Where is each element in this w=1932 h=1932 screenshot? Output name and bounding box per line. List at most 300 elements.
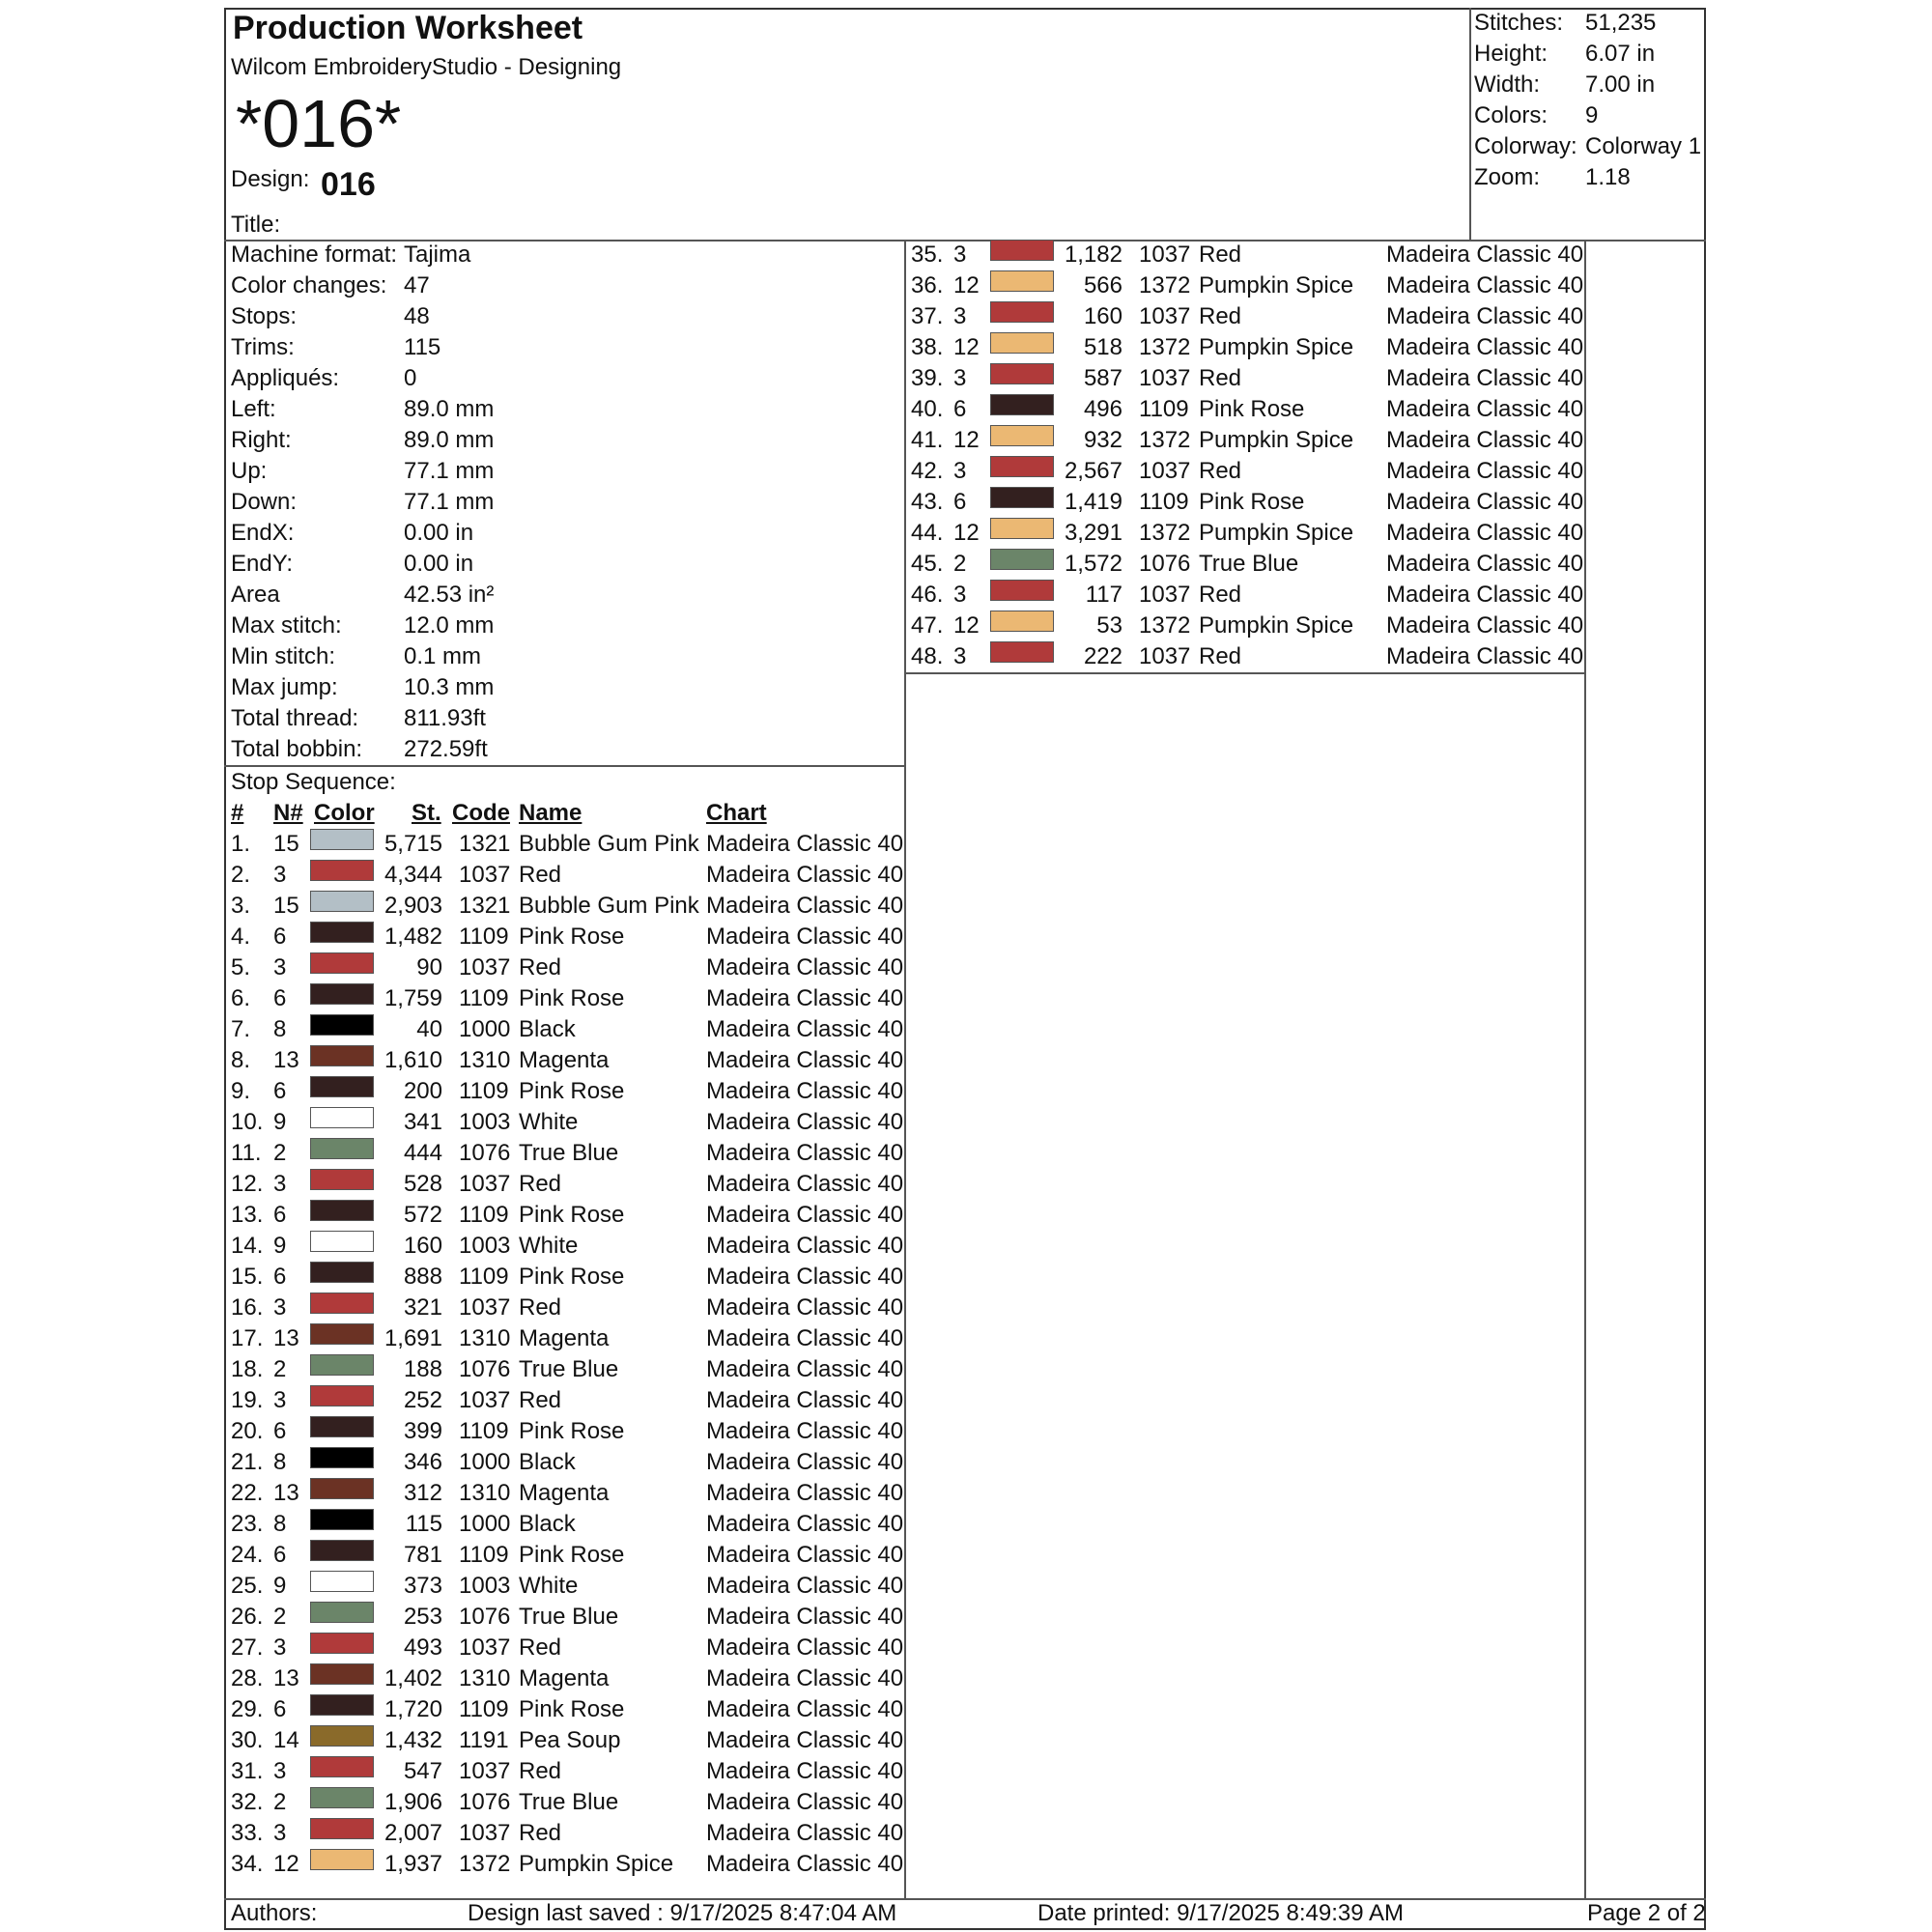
color-swatch	[990, 580, 1054, 601]
stop-row	[224, 1756, 904, 1787]
stop-name: Pink Rose	[519, 1202, 625, 1228]
color-swatch	[310, 1447, 374, 1468]
machine-info-value: 0.00 in	[404, 551, 474, 577]
color-swatch	[990, 301, 1054, 323]
machine-info-label: Left:	[231, 396, 276, 422]
stop-needle: 6	[953, 396, 967, 422]
stop-row	[224, 1045, 904, 1076]
color-swatch	[310, 983, 374, 1005]
stop-row	[904, 549, 1584, 580]
stop-code: 1037	[459, 954, 511, 980]
stop-chart: Madeira Classic 40	[706, 893, 904, 919]
stop-chart: Madeira Classic 40	[1386, 520, 1584, 546]
stop-stitches: 115	[405, 1511, 442, 1537]
stop-chart: Madeira Classic 40	[706, 1078, 904, 1104]
stop-row	[224, 1694, 904, 1725]
stop-needle: 6	[273, 1696, 287, 1722]
stop-chart: Madeira Classic 40	[706, 862, 904, 888]
summary-value: 1.18	[1585, 164, 1631, 190]
stop-stitches: 1,691	[384, 1325, 442, 1351]
stop-code: 1037	[459, 1294, 511, 1321]
stop-index: 32.	[231, 1789, 264, 1815]
stop-needle: 13	[273, 1480, 299, 1506]
stop-code: 1372	[1139, 334, 1191, 360]
stop-needle: 2	[273, 1789, 287, 1815]
stop-needle: 8	[273, 1511, 287, 1537]
summary-label: Colorway:	[1474, 133, 1577, 159]
stop-name: True Blue	[519, 1356, 619, 1382]
stop-name: Black	[519, 1016, 576, 1042]
stop-index: 5.	[231, 954, 251, 980]
stop-name: Red	[1199, 582, 1242, 608]
stop-index: 10.	[231, 1109, 264, 1135]
stop-name: Black	[519, 1449, 576, 1475]
stop-index: 43.	[911, 489, 944, 515]
column-header-stitches: St.	[412, 800, 441, 826]
stop-code: 1109	[459, 1542, 509, 1568]
stop-code: 1076	[459, 1140, 511, 1166]
stop-name: Pink Rose	[519, 1418, 625, 1444]
stop-row	[224, 829, 904, 860]
machine-info-divider	[224, 765, 905, 767]
stop-chart: Madeira Classic 40	[706, 1449, 904, 1475]
color-swatch	[310, 1169, 374, 1190]
stop-name: White	[519, 1109, 579, 1135]
machine-info-label: Down:	[231, 489, 298, 515]
machine-info-label: Trims:	[231, 334, 295, 360]
stop-stitches: 1,610	[384, 1047, 442, 1073]
stop-code: 1076	[459, 1789, 511, 1815]
stop-needle: 12	[953, 612, 980, 639]
stop-chart: Madeira Classic 40	[706, 1665, 904, 1691]
color-swatch	[310, 1478, 374, 1499]
stop-name: Pink Rose	[1199, 489, 1305, 515]
stop-code: 1191	[459, 1727, 509, 1753]
color-swatch	[990, 549, 1054, 570]
stop-row	[224, 1200, 904, 1231]
stop-stitches: 1,759	[384, 985, 442, 1011]
stop-code: 1037	[459, 1758, 511, 1784]
machine-info-label: Right:	[231, 427, 292, 453]
stop-stitches: 2,007	[384, 1820, 442, 1846]
stop-chart: Madeira Classic 40	[706, 1542, 904, 1568]
stop-name: Pumpkin Spice	[1199, 334, 1354, 360]
stop-index: 39.	[911, 365, 944, 391]
color-swatch	[310, 1540, 374, 1561]
color-swatch	[990, 363, 1054, 384]
stop-chart: Madeira Classic 40	[706, 1233, 904, 1259]
summary-value: 7.00 in	[1585, 71, 1656, 98]
stop-needle: 9	[273, 1573, 287, 1599]
stop-name: Bubble Gum Pink	[519, 893, 699, 919]
color-swatch	[310, 860, 374, 881]
stop-index: 26.	[231, 1604, 264, 1630]
color-swatch	[310, 829, 374, 850]
stop-index: 25.	[231, 1573, 264, 1599]
stop-row	[904, 487, 1584, 518]
stop-stitches: 1,419	[1064, 489, 1122, 515]
stop-chart: Madeira Classic 40	[706, 1820, 904, 1846]
stop-row	[224, 1478, 904, 1509]
stop-row	[224, 1818, 904, 1849]
color-swatch	[310, 1694, 374, 1716]
stop-row	[224, 1849, 904, 1880]
stop-index: 3.	[231, 893, 251, 919]
stop-code: 1003	[459, 1233, 511, 1259]
summary-label: Zoom:	[1474, 164, 1541, 190]
stop-name: Pink Rose	[519, 1696, 625, 1722]
stop-code: 1372	[1139, 272, 1191, 298]
stop-index: 41.	[911, 427, 944, 453]
stop-needle: 3	[273, 954, 287, 980]
stop-stitches: 1,432	[384, 1727, 442, 1753]
stop-code: 1037	[1139, 303, 1191, 329]
stop-code: 1109	[459, 985, 509, 1011]
stop-needle: 3	[953, 365, 967, 391]
stop-needle: 12	[273, 1851, 299, 1877]
stop-stitches: 888	[403, 1264, 442, 1290]
color-swatch	[310, 1509, 374, 1530]
stop-stitches: 4,344	[384, 862, 442, 888]
stop-index: 22.	[231, 1480, 264, 1506]
stop-chart: Madeira Classic 40	[706, 1171, 904, 1197]
stop-chart: Madeira Classic 40	[1386, 427, 1584, 453]
stop-code: 1037	[1139, 365, 1191, 391]
stop-code: 1109	[459, 1696, 509, 1722]
stop-needle: 13	[273, 1047, 299, 1073]
stop-stitches: 53	[1096, 612, 1122, 639]
stop-chart: Madeira Classic 40	[706, 985, 904, 1011]
column-header-name: Name	[519, 800, 582, 826]
stop-row	[224, 1602, 904, 1633]
stop-chart: Madeira Classic 40	[706, 1480, 904, 1506]
stop-stitches: 1,572	[1064, 551, 1122, 577]
stop-needle: 6	[273, 985, 287, 1011]
stop-name: Magenta	[519, 1325, 610, 1351]
machine-info-label: Total thread:	[231, 705, 359, 731]
stop-needle: 3	[273, 862, 287, 888]
stop-name: Red	[1199, 643, 1242, 669]
stop-chart: Madeira Classic 40	[1386, 612, 1584, 639]
stop-row	[224, 1385, 904, 1416]
stop-name: Red	[1199, 365, 1242, 391]
machine-info-label: Max jump:	[231, 674, 338, 700]
stop-row	[224, 1571, 904, 1602]
stop-name: Red	[1199, 458, 1242, 484]
column-header-chart: Chart	[706, 800, 767, 826]
stop-name: Pumpkin Spice	[1199, 612, 1354, 639]
color-swatch	[990, 641, 1054, 663]
stop-index: 28.	[231, 1665, 264, 1691]
machine-info-value: 89.0 mm	[404, 427, 495, 453]
stop-needle: 2	[273, 1604, 287, 1630]
color-swatch	[990, 425, 1054, 446]
summary-label: Colors:	[1474, 102, 1548, 128]
color-swatch	[990, 518, 1054, 539]
stop-index: 37.	[911, 303, 944, 329]
color-swatch	[990, 270, 1054, 292]
stop-row	[904, 641, 1584, 672]
stop-name: Pumpkin Spice	[519, 1851, 674, 1877]
stop-row	[904, 332, 1584, 363]
stop-row	[224, 922, 904, 952]
stop-row	[224, 1663, 904, 1694]
stop-index: 33.	[231, 1820, 264, 1846]
summary-value: 6.07 in	[1585, 41, 1656, 67]
stop-stitches: 1,720	[384, 1696, 442, 1722]
design-code-display: *016*	[236, 86, 402, 161]
stop-stitches: 222	[1083, 643, 1122, 669]
stop-row	[224, 1262, 904, 1293]
stop-index: 42.	[911, 458, 944, 484]
stop-chart: Madeira Classic 40	[706, 1758, 904, 1784]
stop-code: 1037	[1139, 242, 1191, 268]
machine-info-label: EndX:	[231, 520, 295, 546]
stop-code: 1003	[459, 1109, 511, 1135]
stop-stitches: 200	[403, 1078, 442, 1104]
stop-needle: 14	[273, 1727, 299, 1753]
stop-needle: 6	[273, 1418, 287, 1444]
stop-needle: 6	[273, 1542, 287, 1568]
stop-index: 20.	[231, 1418, 264, 1444]
stop-code: 1037	[459, 1634, 511, 1661]
stop-name: True Blue	[519, 1140, 619, 1166]
machine-info-value: 0.1 mm	[404, 643, 482, 669]
color-swatch	[310, 1416, 374, 1437]
stop-chart: Madeira Classic 40	[706, 1016, 904, 1042]
color-swatch	[310, 922, 374, 943]
stop-stitches: 2,567	[1064, 458, 1122, 484]
stop-needle: 2	[273, 1356, 287, 1382]
stop-row	[904, 456, 1584, 487]
summary-label: Width:	[1474, 71, 1541, 98]
stop-chart: Madeira Classic 40	[706, 923, 904, 950]
stop-needle: 8	[273, 1449, 287, 1475]
stop-needle: 3	[953, 582, 967, 608]
stop-index: 12.	[231, 1171, 264, 1197]
stop-chart: Madeira Classic 40	[706, 1264, 904, 1290]
stop-needle: 12	[953, 427, 980, 453]
stop-index: 44.	[911, 520, 944, 546]
stop-chart: Madeira Classic 40	[1386, 365, 1584, 391]
stop-stitches: 547	[403, 1758, 442, 1784]
stop-name: Pink Rose	[1199, 396, 1305, 422]
stop-code: 1037	[459, 1387, 511, 1413]
stop-stitches: 528	[403, 1171, 442, 1197]
stop-index: 1.	[231, 831, 251, 857]
stop-code: 1076	[459, 1356, 511, 1382]
stop-name: White	[519, 1233, 579, 1259]
stop-chart: Madeira Classic 40	[706, 1047, 904, 1073]
stop-code: 1372	[1139, 520, 1191, 546]
color-swatch	[310, 1323, 374, 1345]
color-swatch	[310, 1818, 374, 1839]
right-table-end-line	[904, 672, 1585, 674]
stop-stitches: 346	[403, 1449, 442, 1475]
stop-stitches: 341	[403, 1109, 442, 1135]
stop-name: Red	[1199, 242, 1242, 268]
stop-chart: Madeira Classic 40	[1386, 303, 1584, 329]
machine-info-value: 10.3 mm	[404, 674, 495, 700]
stop-row	[904, 270, 1584, 301]
stop-code: 1037	[1139, 458, 1191, 484]
stop-row	[224, 1169, 904, 1200]
stop-row	[224, 1447, 904, 1478]
stop-index: 47.	[911, 612, 944, 639]
stop-name: True Blue	[519, 1604, 619, 1630]
color-swatch	[310, 1138, 374, 1159]
machine-info-value: Tajima	[404, 242, 471, 268]
stop-needle: 12	[953, 272, 980, 298]
stop-row	[224, 1509, 904, 1540]
stop-row	[224, 1076, 904, 1107]
stop-index: 45.	[911, 551, 944, 577]
stop-chart: Madeira Classic 40	[706, 1851, 904, 1877]
stop-index: 38.	[911, 334, 944, 360]
stop-name: Pumpkin Spice	[1199, 520, 1354, 546]
stop-name: Pumpkin Spice	[1199, 427, 1354, 453]
stop-name: True Blue	[1199, 551, 1299, 577]
stop-index: 14.	[231, 1233, 264, 1259]
stop-index: 6.	[231, 985, 251, 1011]
stop-row	[904, 240, 1584, 270]
stop-code: 1109	[459, 1202, 509, 1228]
stop-code: 1037	[459, 1171, 511, 1197]
stop-row	[904, 394, 1584, 425]
color-swatch	[310, 891, 374, 912]
stop-row	[224, 1725, 904, 1756]
stop-stitches: 373	[403, 1573, 442, 1599]
stop-stitches: 587	[1083, 365, 1122, 391]
color-swatch	[310, 1663, 374, 1685]
stop-row	[904, 425, 1584, 456]
stop-index: 36.	[911, 272, 944, 298]
stop-chart: Madeira Classic 40	[1386, 396, 1584, 422]
stop-row	[224, 1416, 904, 1447]
stop-stitches: 1,906	[384, 1789, 442, 1815]
stop-name: Red	[519, 1758, 562, 1784]
stop-code: 1000	[459, 1449, 511, 1475]
stop-name: Pink Rose	[519, 923, 625, 950]
stop-needle: 3	[273, 1294, 287, 1321]
machine-info-value: 47	[404, 272, 430, 298]
stop-chart: Madeira Classic 40	[1386, 458, 1584, 484]
stop-row	[224, 891, 904, 922]
color-swatch	[310, 1014, 374, 1036]
stop-needle: 15	[273, 893, 299, 919]
stop-code: 1109	[459, 923, 509, 950]
stop-row	[224, 1107, 904, 1138]
stop-name: Magenta	[519, 1665, 610, 1691]
stop-chart: Madeira Classic 40	[706, 1696, 904, 1722]
stop-row	[224, 1354, 904, 1385]
color-swatch	[310, 1602, 374, 1623]
stop-code: 1372	[459, 1851, 511, 1877]
stop-row	[224, 1787, 904, 1818]
stop-row	[224, 860, 904, 891]
stop-name: Red	[519, 954, 562, 980]
stop-sequence-label: Stop Sequence:	[231, 769, 396, 795]
stop-name: Bubble Gum Pink	[519, 831, 699, 857]
stop-code: 1321	[459, 893, 511, 919]
stop-index: 29.	[231, 1696, 264, 1722]
footer-authors: Authors:	[231, 1900, 318, 1926]
stop-needle: 6	[273, 1202, 287, 1228]
stop-needle: 6	[953, 489, 967, 515]
stop-code: 1310	[459, 1047, 511, 1073]
stop-index: 31.	[231, 1758, 264, 1784]
machine-info-value: 89.0 mm	[404, 396, 495, 422]
stop-row	[904, 611, 1584, 641]
color-swatch	[990, 611, 1054, 632]
stop-code: 1372	[1139, 612, 1191, 639]
stop-needle: 3	[273, 1171, 287, 1197]
stop-index: 35.	[911, 242, 944, 268]
color-swatch	[310, 1107, 374, 1128]
stop-name: Red	[519, 1820, 562, 1846]
stop-row	[904, 518, 1584, 549]
color-swatch	[310, 1571, 374, 1592]
stop-needle: 12	[953, 334, 980, 360]
machine-info-label: Appliqués:	[231, 365, 340, 391]
stop-index: 46.	[911, 582, 944, 608]
machine-info-value: 0	[404, 365, 417, 391]
stop-code: 1076	[459, 1604, 511, 1630]
stop-needle: 3	[953, 242, 967, 268]
stop-name: Pink Rose	[519, 1542, 625, 1568]
column-header-code: Code	[452, 800, 510, 826]
stop-stitches: 444	[403, 1140, 442, 1166]
stop-chart: Madeira Classic 40	[706, 831, 904, 857]
stop-needle: 15	[273, 831, 299, 857]
column-divider-right	[1584, 240, 1586, 1899]
stop-stitches: 3,291	[1064, 520, 1122, 546]
stop-chart: Madeira Classic 40	[706, 1356, 904, 1382]
stop-stitches: 1,482	[384, 923, 442, 950]
stop-index: 4.	[231, 923, 251, 950]
column-header-n: N#	[273, 800, 303, 826]
machine-info-value: 811.93ft	[404, 705, 486, 731]
stop-index: 13.	[231, 1202, 264, 1228]
stop-row	[224, 1633, 904, 1663]
stop-chart: Madeira Classic 40	[1386, 643, 1584, 669]
stop-chart: Madeira Classic 40	[1386, 272, 1584, 298]
summary-value: 51,235	[1585, 10, 1657, 36]
machine-info-label: Max stitch:	[231, 612, 342, 639]
stop-needle: 2	[953, 551, 967, 577]
stop-stitches: 2,903	[384, 893, 442, 919]
stop-name: True Blue	[519, 1789, 619, 1815]
stop-stitches: 399	[403, 1418, 442, 1444]
design-label: Design:	[231, 166, 310, 192]
stop-stitches: 117	[1085, 582, 1122, 608]
stop-stitches: 518	[1083, 334, 1122, 360]
stop-row	[224, 1323, 904, 1354]
stop-name: Red	[519, 1387, 562, 1413]
summary-label: Stitches:	[1474, 10, 1564, 36]
color-swatch	[310, 1231, 374, 1252]
stop-index: 27.	[231, 1634, 264, 1661]
stop-needle: 9	[273, 1233, 287, 1259]
machine-info-value: 48	[404, 303, 430, 329]
stop-row	[224, 1231, 904, 1262]
stop-stitches: 932	[1083, 427, 1122, 453]
stop-code: 1109	[459, 1078, 509, 1104]
color-swatch	[310, 1849, 374, 1870]
machine-info-value: 115	[404, 334, 441, 360]
stop-index: 23.	[231, 1511, 264, 1537]
design-value: 016	[321, 166, 376, 203]
